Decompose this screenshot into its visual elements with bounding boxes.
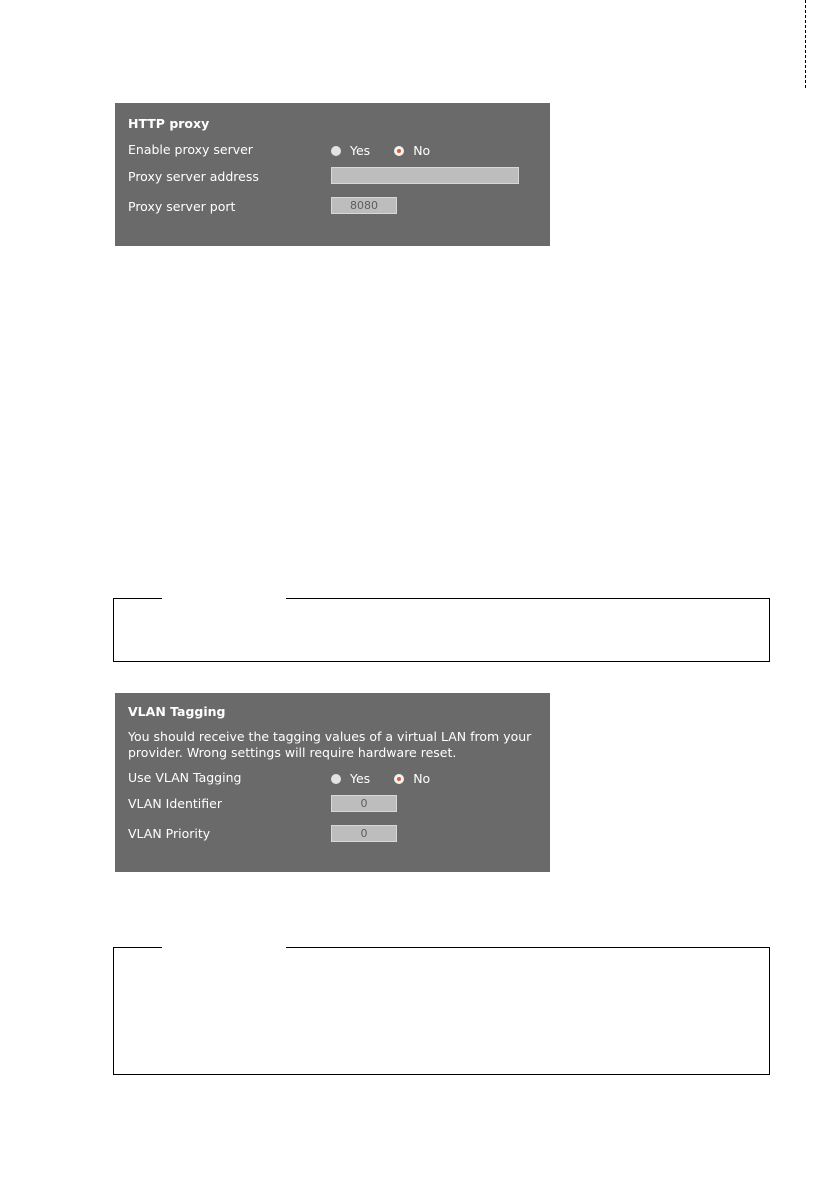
enable-proxy-yes-label[interactable]: Yes: [350, 143, 371, 158]
note-box-1-header-gap: [162, 597, 286, 601]
use-vlan-yes-label[interactable]: Yes: [350, 771, 371, 786]
page-cut-line: [805, 0, 806, 88]
use-vlan-no-radio[interactable]: [394, 774, 404, 784]
http-proxy-title: HTTP proxy: [128, 116, 210, 131]
note-box-1: [113, 598, 770, 662]
note-box-2-header-gap: [162, 946, 286, 950]
vlan-tagging-description: You should receive the tagging values of a virtual LAN from your provider. Wrong settings will require hardware reset.: [128, 729, 532, 760]
vlan-identifier-label: VLAN Identifier: [128, 796, 222, 811]
enable-proxy-radio-group: [331, 143, 454, 158]
use-vlan-no-label[interactable]: No: [413, 771, 431, 786]
vlan-priority-input[interactable]: 0: [331, 825, 397, 842]
use-vlan-yes-radio[interactable]: [331, 774, 341, 784]
proxy-port-label: Proxy server port: [128, 199, 236, 214]
enable-proxy-no-label[interactable]: No: [413, 143, 431, 158]
vlan-identifier-input[interactable]: 0: [331, 795, 397, 812]
use-vlan-label: Use VLAN Tagging: [128, 770, 242, 785]
note-box-2: [113, 947, 770, 1075]
proxy-address-input[interactable]: [331, 167, 519, 184]
enable-proxy-yes-radio[interactable]: [331, 146, 341, 156]
vlan-priority-label: VLAN Priority: [128, 826, 211, 841]
use-vlan-radio-group: [331, 771, 454, 786]
enable-proxy-no-radio[interactable]: [394, 146, 404, 156]
vlan-tagging-title: VLAN Tagging: [128, 704, 226, 719]
enable-proxy-label: Enable proxy server: [128, 142, 253, 157]
http-proxy-panel: [115, 103, 550, 246]
proxy-address-label: Proxy server address: [128, 169, 259, 184]
vlan-tagging-panel: [115, 693, 550, 872]
proxy-port-input[interactable]: 8080: [331, 197, 397, 214]
